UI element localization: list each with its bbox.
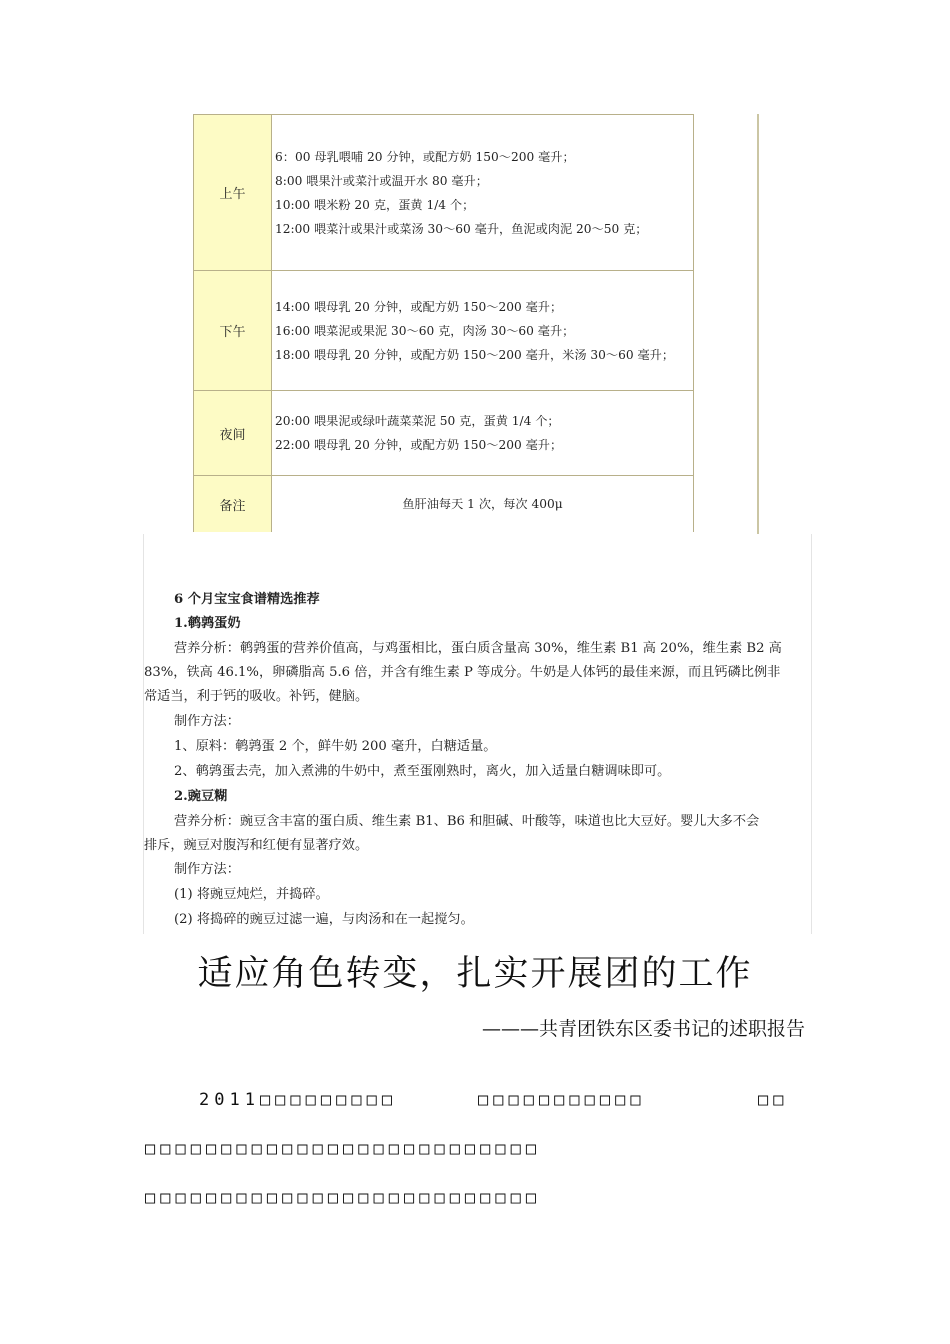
row-label: 夜间 bbox=[194, 391, 272, 476]
recipe-nutrition-text: 83%，铁高 46.1%，卵磷脂高 5.6 倍，并含有维生素 P 等成分。牛奶是人体钙的最佳来源，而且钙磷比例非 bbox=[144, 665, 781, 680]
row-content bbox=[272, 115, 694, 271]
recipe-step: 2、鹌鹑蛋去壳，加入煮沸的牛奶中，煮至蛋刚熟时，离火，加入适量白糖调味即可。 bbox=[174, 764, 671, 779]
row-content bbox=[272, 271, 694, 391]
schedule-line: 22:00 喂母乳 20 分钟，或配方奶 150～200 毫升； bbox=[275, 438, 563, 452]
recipes-heading: 6 个月宝宝食谱精选推荐 bbox=[174, 592, 320, 607]
report-body-line: □□□□□□□□□□□□□□□□□□□□□□□□□□ bbox=[145, 1188, 542, 1208]
recipe-title: 1.鹌鹑蛋奶 bbox=[174, 616, 241, 631]
table-row-afternoon bbox=[194, 271, 694, 391]
recipe-method-label: 制作方法： bbox=[174, 862, 240, 877]
report-body-line: □□ bbox=[758, 1090, 789, 1110]
row-label: 备注 bbox=[194, 476, 272, 533]
table-row-night bbox=[194, 391, 694, 476]
schedule-line: 鱼肝油每天 1 次，每次 400μ bbox=[402, 497, 563, 511]
schedule-line: 8:00 喂果汁或菜汁或温开水 80 毫升； bbox=[275, 173, 488, 188]
schedule-line: 20:00 喂果泥或绿叶蔬菜菜泥 50 克，蛋黄 1/4 个； bbox=[275, 414, 560, 428]
recipe-article bbox=[143, 534, 812, 934]
report-body-line: 2011□□□□□□□□□ bbox=[199, 1090, 398, 1110]
recipe-nutrition-text: 营养分析：鹌鹑蛋的营养价值高，与鸡蛋相比，蛋白质含量高 30%，维生素 B1 高 20%，维生素 B2 高 bbox=[174, 641, 782, 656]
recipe-step: 1、原料：鹌鹑蛋 2 个，鲜牛奶 200 毫升，白糖适量。 bbox=[174, 739, 497, 754]
table-row-morning bbox=[194, 115, 694, 271]
schedule-line: 16:00 喂菜泥或果泥 30～60 克，肉汤 30～60 毫升； bbox=[275, 323, 575, 338]
report-body-line: □□□□□□□□□□□□□□□□□□□□□□□□□□ bbox=[145, 1139, 542, 1159]
report-title: 适应角色转变，扎实开展团的工作 bbox=[197, 954, 753, 994]
report-subtitle: ———共青团铁东区委书记的述职报告 bbox=[481, 1018, 805, 1040]
recipe-method-label: 制作方法： bbox=[174, 714, 240, 729]
recipe-nutrition-text: 排斥，豌豆对腹泻和红便有显著疗效。 bbox=[144, 838, 369, 853]
feeding-schedule-table bbox=[193, 114, 694, 532]
recipe-nutrition-text: 营养分析：豌豆含丰富的蛋白质、维生素 B1、B6 和胆碱、叶酸等，味道也比大豆好。婴儿大多不会 bbox=[174, 814, 760, 829]
table-frame-divider bbox=[757, 114, 759, 534]
recipe-step: (2) 将捣碎的豌豆过滤一遍，与肉汤和在一起搅匀。 bbox=[174, 912, 474, 927]
feeding-schedule-panel bbox=[143, 112, 810, 534]
recipe-nutrition-text: 常适当，利于钙的吸收。补钙，健脑。 bbox=[144, 689, 369, 704]
table-row-notes bbox=[194, 476, 694, 533]
schedule-line: 18:00 喂母乳 20 分钟，或配方奶 150～200 毫升，米汤 30～60 毫升； bbox=[275, 347, 675, 362]
schedule-line: 10:00 喂米粉 20 克，蛋黄 1/4 个； bbox=[275, 197, 475, 212]
report-body-line: □□□□□□□□□□□ bbox=[478, 1090, 646, 1110]
row-content bbox=[272, 391, 694, 476]
row-label: 下午 bbox=[194, 271, 272, 391]
schedule-line: 12:00 喂菜汁或果汁或菜汤 30～60 毫升，鱼泥或肉泥 20～50 克； bbox=[275, 221, 648, 236]
schedule-line: 14:00 喂母乳 20 分钟，或配方奶 150～200 毫升； bbox=[275, 299, 563, 314]
recipe-step: (1) 将豌豆炖烂，并捣碎。 bbox=[174, 887, 329, 902]
schedule-line: 6：00 母乳喂哺 20 分钟，或配方奶 150～200 毫升； bbox=[275, 149, 575, 164]
recipe-title: 2.豌豆糊 bbox=[174, 789, 228, 804]
row-label: 上午 bbox=[194, 115, 272, 271]
row-content bbox=[272, 476, 694, 533]
